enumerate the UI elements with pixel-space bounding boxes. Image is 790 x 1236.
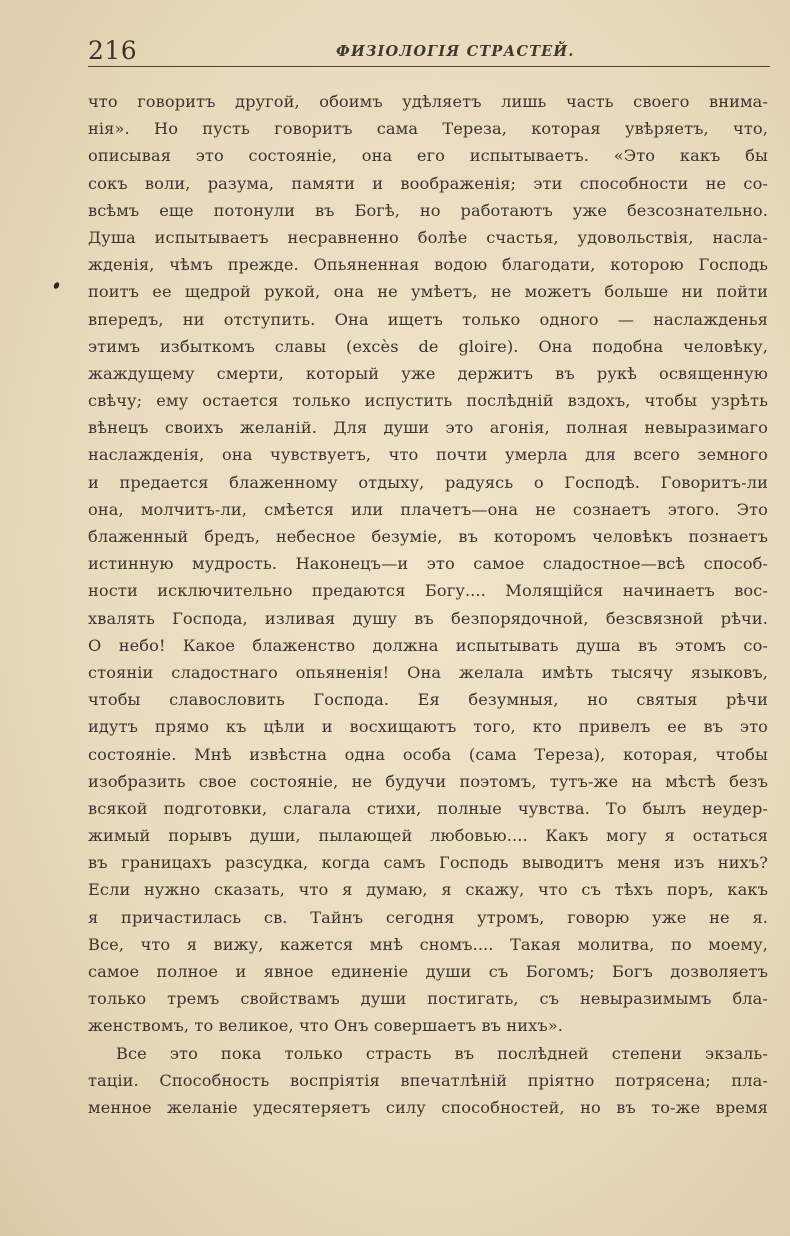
text-line: я причастилась св. Тайнъ сегодня утромъ, говорю уже не я. [88, 907, 768, 927]
text-line: изобразить свое состояніе, не будучи поэтомъ, тутъ-же на мѣстѣ безъ [88, 771, 768, 791]
text-line: всѣмъ еще потонули въ Богѣ, но работаютъ уже безсознательно. [88, 200, 768, 220]
text-line: въ границахъ разсудка, когда самъ Господь выводитъ меня изъ нихъ? [88, 853, 768, 873]
text-line: поитъ ее щедрой рукой, она не умѣетъ, не можетъ больше ни пойти [88, 282, 768, 302]
text-line: таціи. Способность воспріятія впечатлѣній пріятно потрясена; пла- [88, 1070, 768, 1090]
text-line: ности исключительно предаются Богу.... Молящійся начинаетъ вос- [88, 581, 768, 601]
text-line: описывая это состояніе, она его испытываетъ. «Это какъ бы [88, 146, 768, 166]
paragraph-first-line: Все это пока только страсть въ послѣдней степени экзаль- [116, 1043, 768, 1063]
page-header [88, 34, 770, 68]
text-line: менное желаніе удесятеряетъ силу способностей, но въ то-же время [88, 1097, 768, 1117]
text-line: впередъ, ни отступить. Она ищетъ только одного — наслажденья [88, 309, 768, 329]
text-line: самое полное и явное единеніе души съ Богомъ; Богъ дозволяетъ [88, 962, 768, 981]
text-line: блаженный бредъ, небесное безуміе, въ которомъ человѣкъ познаетъ [88, 527, 768, 546]
text-line: наслажденія, она чувствуетъ, что почти умерла для всего земного [88, 445, 768, 465]
running-title: ФИЗІОЛОГІЯ СТРАСТЕЙ. [336, 43, 575, 60]
text-line: и предается блаженному отдыху, радуясь о Господѣ. Говоритъ-ли [88, 472, 768, 492]
text-line: только тремъ свойствамъ души постигать, съ невыразимымъ бла- [88, 989, 768, 1009]
text-line: Душа испытываетъ несравненно болѣе счастья, удовольствія, насла- [88, 227, 768, 247]
text-line: этимъ избыткомъ славы (excès de gloire). Она подобна человѣку, [88, 336, 768, 356]
text-line: истинную мудрость. Наконецъ—и это самое сладостное—всѣ способ- [88, 554, 768, 574]
text-line: чтобы славословить Господа. Ея безумныя, но святыя рѣчи [88, 690, 768, 710]
text-line: жимый порывъ души, пылающей любовью.... Какъ могу я остаться [88, 826, 768, 846]
text-line: жаждущему смерти, который уже держитъ въ рукѣ освященную [88, 363, 768, 383]
text-line: всякой подготовки, слагала стихи, полные чувства. То былъ неудер- [88, 798, 768, 818]
text-line: состояніе. Мнѣ извѣстна одна особа (сама Тереза), которая, чтобы [88, 744, 768, 764]
ink-blot [53, 281, 61, 290]
text-line: она, молчитъ-ли, смѣется или плачетъ—она не сознаетъ этого. Это [88, 499, 768, 519]
text-line: Все, что я вижу, кажется мнѣ сномъ.... Такая молитва, по моему, [88, 934, 768, 954]
text-line: идутъ прямо къ цѣли и восхищаютъ того, кто привелъ ее въ это [88, 717, 768, 737]
page-number: 216 [88, 36, 138, 65]
text-line: хвалять Господа, изливая душу въ безпорядочной, безсвязной рѣчи. [88, 608, 768, 628]
text-line: вѣнецъ своихъ желаній. Для души это агонія, полная невыразимаго [88, 418, 768, 438]
text-line: сокъ воли, разума, памяти и воображенія; эти способности не со- [88, 173, 768, 193]
text-line: нія». Но пусть говоритъ сама Тереза, которая увѣряетъ, что, [88, 119, 768, 139]
text-line: жденія, чѣмъ прежде. Опьяненная водою благодати, которою Господь [88, 255, 768, 275]
header-rule [88, 66, 770, 67]
text-line: что говоритъ другой, обоимъ удѣляетъ лишь часть своего внима- [88, 92, 768, 111]
body-text [88, 88, 768, 1121]
text-line: женствомъ, то великое, что Онъ совершаетъ въ нихъ». [88, 1016, 563, 1036]
text-line: О небо! Какое блаженство должна испытывать душа въ этомъ со- [88, 635, 768, 655]
text-line: Если нужно сказать, что я думаю, я скажу, что съ тѣхъ поръ, какъ [88, 880, 768, 900]
text-line: стояніи сладостнаго опьяненія! Она желала имѣть тысячу языковъ, [88, 662, 768, 682]
text-line: свѣчу; ему остается только испустить послѣдній вздохъ, чтобы узрѣть [88, 391, 768, 411]
